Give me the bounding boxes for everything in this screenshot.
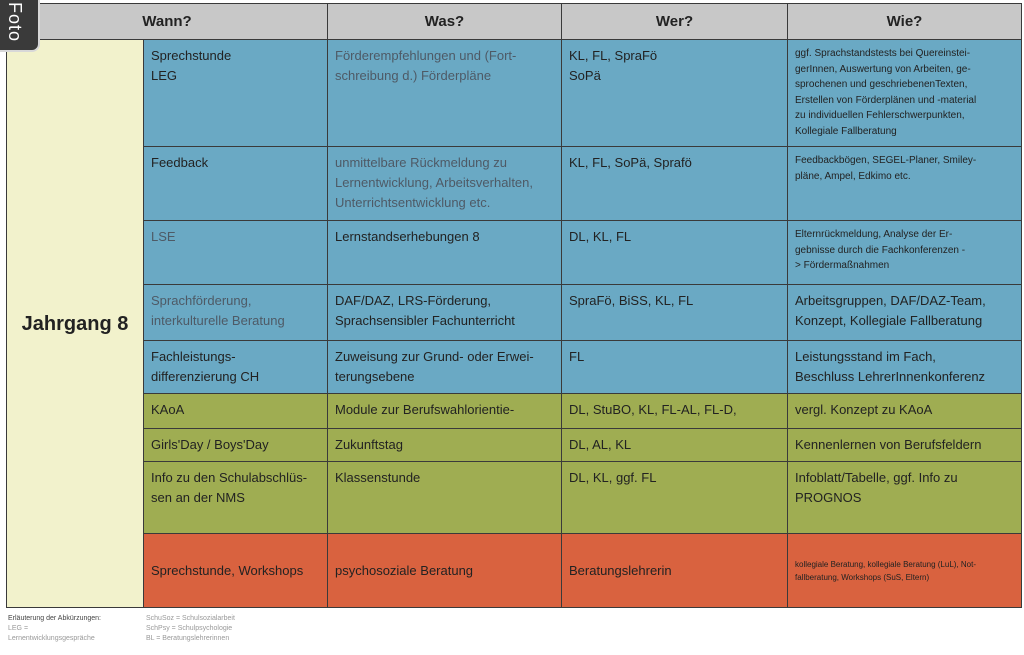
cell-was: Förderempfehlungen und (Fort- schreibung d.) Förderpläne (328, 40, 562, 147)
cell-wann: KAoA (144, 394, 328, 429)
group-label: Jahrgang 8 (7, 40, 144, 608)
cell-wer: KL, FL, SoPä, Sprafö (562, 147, 788, 221)
header-wie: Wie? (788, 4, 1022, 40)
cell-wer: DL, AL, KL (562, 429, 788, 462)
table-row (7, 221, 1022, 285)
legend-right-item: SchuSoz = Schulsozialarbeit (146, 615, 235, 622)
legend-title: Erläuterung der Abkürzungen: (8, 615, 102, 622)
photo-tab[interactable] (0, 0, 40, 52)
legend-left-item: LEG = (8, 625, 29, 632)
cell-wie: Arbeitsgruppen, DAF/DAZ-Team, Konzept, Kollegiale Fallberatung (788, 285, 1022, 341)
cell-wie: Feedbackbögen, SEGEL-Planer, Smiley- pläne, Ampel, Edkimo etc. (788, 147, 1022, 221)
header-was: Was? (328, 4, 562, 40)
table-row (7, 40, 1022, 147)
cell-wie: ggf. Sprachstandstests bei Quereinstei- gerInnen, Auswertung von Arbeiten, ge- sprochenen und geschriebenenTexten, Erstellen von Förderplänen und -material zu individuellen Fehlerschwerpunkten, Kollegiale Fallberatung (788, 40, 1022, 147)
cell-was: Klassenstunde (328, 462, 562, 534)
cell-wer: Beratungslehrerin (562, 534, 788, 608)
cell-wann: Feedback (144, 147, 328, 221)
table-row (7, 285, 1022, 341)
photo-tab-label: Foto (5, 2, 25, 43)
legend-right-item: SchPsy = Schulpsychologie (146, 625, 233, 632)
cell-was: DAF/DAZ, LRS-Förderung, Sprachsensibler Fachunterricht (328, 285, 562, 341)
cell-wer: DL, KL, FL (562, 221, 788, 285)
legend-left-item: Lernentwicklungsgespräche (8, 635, 95, 642)
cell-wann: Sprechstunde, Workshops (144, 534, 328, 608)
cell-was: unmittelbare Rückmeldung zu Lernentwicklung, Arbeitsverhalten, Unterrichtsentwicklung etc. (328, 147, 562, 221)
cell-wer: FL (562, 341, 788, 394)
cell-wann: Sprachförderung, interkulturelle Beratung (144, 285, 328, 341)
cell-wie: vergl. Konzept zu KAoA (788, 394, 1022, 429)
cell-was: psychosoziale Beratung (328, 534, 562, 608)
cell-wie: Kennenlernen von Berufsfeldern (788, 429, 1022, 462)
cell-was: Zukunftstag (328, 429, 562, 462)
cell-was: Zuweisung zur Grund- oder Erwei- terungsebene (328, 341, 562, 394)
cell-wann: Sprechstunde LEG (144, 40, 328, 147)
cell-wie: kollegiale Beratung, kollegiale Beratung (LuL), Not- fallberatung, Workshops (SuS, Eltern) (788, 534, 1022, 608)
table-row (7, 147, 1022, 221)
header-wann: Wann? (7, 4, 328, 40)
cell-wer: DL, KL, ggf. FL (562, 462, 788, 534)
cell-wer: KL, FL, SpraFö SoPä (562, 40, 788, 147)
cell-wie: Leistungsstand im Fach, Beschluss LehrerInnenkonferenz (788, 341, 1022, 394)
cell-wer: SpraFö, BiSS, KL, FL (562, 285, 788, 341)
cell-was: Lernstandserhebungen 8 (328, 221, 562, 285)
cell-wann: Fachleistungs- differenzierung CH (144, 341, 328, 394)
cell-wann: LSE (144, 221, 328, 285)
legend-right-item: BL = Beratungslehrerinnen (146, 635, 230, 642)
cell-wie: Elternrückmeldung, Analyse der Er- gebnisse durch die Fachkonferenzen - > Fördermaßnahmen (788, 221, 1022, 285)
header-row (7, 4, 1022, 40)
table-row (7, 394, 1022, 429)
cell-was: Module zur Berufswahlorientie- (328, 394, 562, 429)
cell-wie: Infoblatt/Tabelle, ggf. Info zu PROGNOS (788, 462, 1022, 534)
cell-wann: Info zu den Schulabschlüs- sen an der NMS (144, 462, 328, 534)
support-table (6, 3, 1022, 608)
table-row (7, 429, 1022, 462)
header-wer: Wer? (562, 4, 788, 40)
cell-wer: DL, StuBO, KL, FL-AL, FL-D, (562, 394, 788, 429)
table-row (7, 462, 1022, 534)
table-row (7, 341, 1022, 394)
abbreviation-legend (8, 614, 608, 654)
cell-wann: Girls'Day / Boys'Day (144, 429, 328, 462)
table-row (7, 534, 1022, 608)
